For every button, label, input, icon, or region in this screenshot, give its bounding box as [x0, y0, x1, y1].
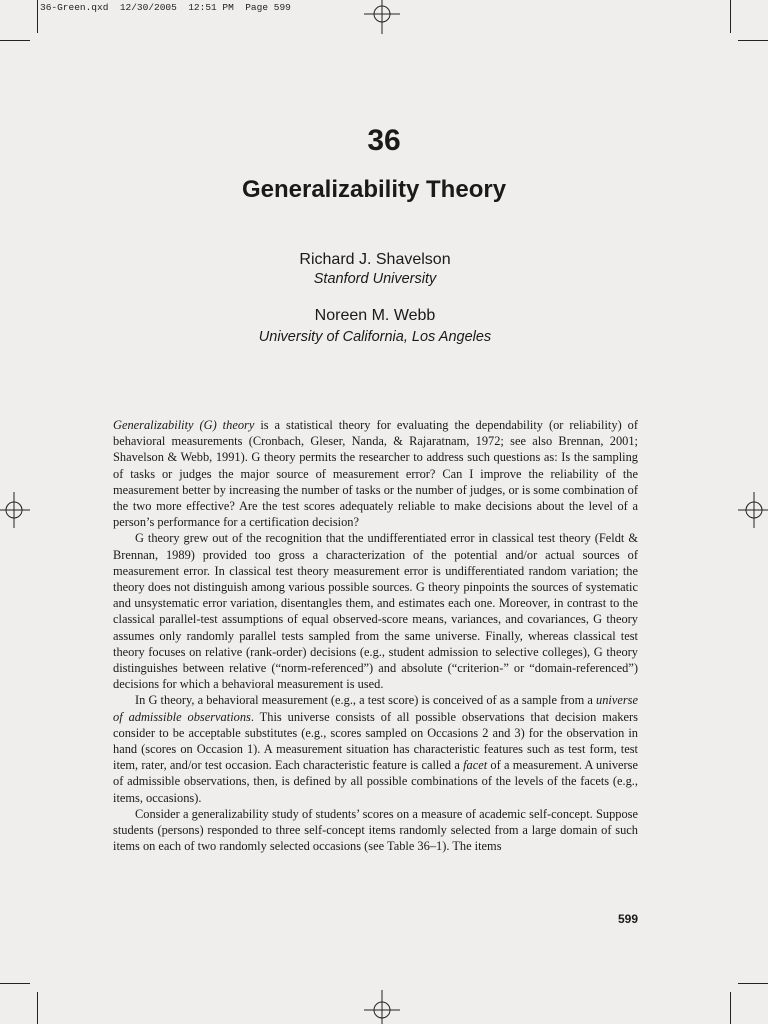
- registration-mark-right: [738, 490, 768, 530]
- crop-mark-top-left-h: [0, 40, 30, 41]
- body-text: [113, 417, 638, 854]
- term-universe-of-admissible-observations: universe of admissible observations: [113, 693, 638, 724]
- slug-line: 36-Green.qxd 12/30/2005 12:51 PM Page 599: [40, 2, 291, 13]
- author-affiliation: Stanford University: [313, 271, 437, 287]
- author-name: Noreen M. Webb: [314, 307, 436, 324]
- crop-mark-top-right-v: [730, 0, 731, 33]
- crop-mark-bottom-left-h: [0, 983, 30, 984]
- paragraph-origins: G theory grew out of the recognition that the undifferentiated error in classical test theory (Feldt & Brennan, 1989) provided too gross a characterization of the potential and/or actual sources of measurement error. In classical test theory measurement error is undifferentiated random variation; the theory does not distinguish among various possible sources. G theory pinpoints the sources of systematic and unsystematic error variation, disentangles them, and estimates each one. Moreover, in contrast to the classical parallel-test assumptions of equal observed-score means, variances, and covariances, G theory assumes only randomly parallel tests sampled from the same universe. Finally, whereas classical test theory focuses on relative (rank-order) decisions (e.g., student admission to selective colleges), G theory distinguishes between relative (“norm-referenced”) and absolute (“criterion-” or “domain-referenced”) decisions for which a behavioral measurement is used.: [113, 531, 638, 692]
- registration-mark-left: [0, 490, 30, 530]
- paragraph-universe: In G theory, a behavioral measurement (e.g., a test score) is conceived of as a sample from a universe of admissible observations. This universe consists of all possible observations that decision makers consider to be acceptable substitutes (e.g., scores sampled on Occasions 2 and 3) for the observation in hand (scores on Occasion 1). A measurement situation has characteristic features such as test form, test item, rater, and/or test occasion. Each characteristic feature is called a facet of a measurement. A universe of admissible observations, then, is defined by all possible combinations of the levels of the facets (e.g., items, occasions).: [113, 693, 638, 805]
- paragraph-example: Consider a generalizability study of students’ scores on a measure of academic self-concept. Suppose students (persons) responded to three self-concept items randomly selected from a large domain of such items on each of two randomly selected occasions (see Table 36–1). The items: [113, 806, 638, 854]
- author-name: Richard J. Shavelson: [299, 251, 451, 268]
- chapter-number: 36: [367, 124, 401, 157]
- crop-mark-top-right-h: [738, 40, 768, 41]
- crop-mark-bottom-right-h: [738, 983, 768, 984]
- registration-mark-bottom: [362, 990, 402, 1024]
- crop-mark-top-left-v: [37, 0, 38, 33]
- term-generalizability-theory: Generalizability (G) theory: [113, 418, 255, 432]
- registration-mark-top: [362, 0, 402, 34]
- term-facet: facet: [463, 758, 488, 773]
- chapter-title: Generalizability Theory: [241, 176, 507, 203]
- crop-mark-bottom-left-v: [37, 992, 38, 1024]
- crop-mark-bottom-right-v: [730, 992, 731, 1024]
- page-number: 599: [617, 912, 638, 926]
- author-affiliation: University of California, Los Angeles: [258, 329, 492, 345]
- paragraph-intro: Generalizability (G) theory is a statistical theory for evaluating the dependability (or reliability) of behavioral measurements (Cronbach, Gleser, Nanda, & Rajaratnam, 1972; see also Brennan, 2001; Shavelson & Webb, 1991). G theory permits the researcher to address such questions as: Is the sampling of tasks or judges the major source of measurement error? Can I improve the reliability of the measurement better by increasing the number of tasks or the number of judges, or is some combination of the two more effective? Are the test scores adequately reliable to make decisions about the level of a person’s performance for a certification decision?: [113, 418, 638, 530]
